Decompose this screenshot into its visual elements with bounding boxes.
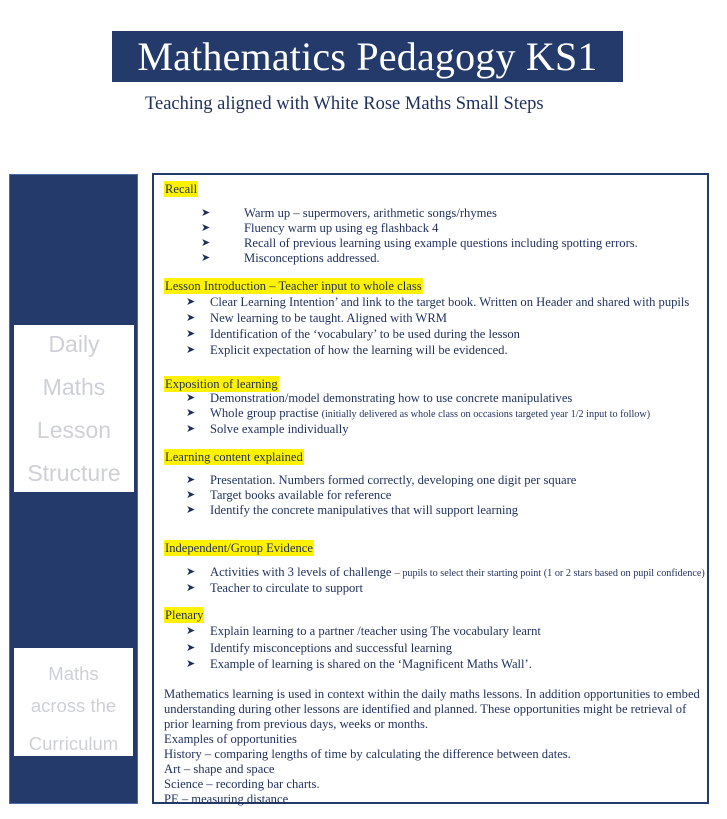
lesson-structure-panel [152, 173, 709, 804]
arrow-bullet-icon: ➤ [186, 504, 196, 516]
paragraph-line: understanding during other lessons are identified and planned. These opportunities might be retrieval of [164, 702, 687, 716]
curriculum-line: Maths [48, 663, 99, 684]
arrow-bullet-icon: ➤ [186, 296, 196, 308]
arrow-bullet-icon: ➤ [186, 407, 196, 419]
paragraph-line: History – comparing lengths of time by calculating the difference between dates. [164, 747, 571, 761]
list-item: ➤ Solve example individually [186, 422, 349, 436]
list-item: ➤ Fluency warm up using eg flashback 4 [201, 221, 439, 235]
daily-line: Lesson [36, 417, 112, 443]
daily-line: Structure [27, 460, 121, 486]
exposition-heading: Exposition of learning [165, 377, 278, 391]
arrow-bullet-icon: ➤ [186, 312, 196, 324]
paragraph-line: Art – shape and space [164, 762, 275, 776]
list-item: ➤ Whole group practise (initially delivered as whole class on occasions targeted year 1/2 input to follow) [186, 406, 651, 420]
list-item: ➤ Identify misconceptions and successful learning [186, 641, 453, 655]
page-subtitle: Teaching aligned with White Rose Maths Small Steps [145, 94, 544, 114]
curriculum-paragraph [164, 687, 699, 807]
independent-evidence-list [186, 565, 705, 596]
arrow-bullet-icon: ➤ [201, 237, 211, 249]
list-item: ➤ Activities with 3 levels of challenge – pupils to select their starting point (1 or 2 stars based on pupil confidence) [186, 565, 705, 579]
list-item: ➤ Demonstration/model demonstrating how to use concrete manipulatives [186, 391, 573, 405]
curriculum-line: across the [30, 695, 117, 716]
arrow-bullet-icon: ➤ [186, 566, 196, 578]
arrow-bullet-icon: ➤ [186, 625, 196, 637]
exposition-list [186, 391, 650, 437]
daily-line: Maths [42, 374, 106, 400]
arrow-bullet-icon: ➤ [186, 489, 196, 501]
recall-list [201, 206, 638, 266]
daily-line: Daily [48, 331, 100, 357]
arrow-bullet-icon: ➤ [201, 222, 211, 234]
recall-heading: Recall [165, 182, 198, 196]
list-item: ➤ Clear Learning Intention’ and link to the target book. Written on Header and shared with pupils [186, 295, 690, 309]
arrow-bullet-icon: ➤ [186, 328, 196, 340]
arrow-bullet-icon: ➤ [186, 658, 196, 670]
list-item: ➤ Recall of previous learning using example questions including spotting errors. [201, 236, 638, 250]
curriculum-line: Curriculum [28, 733, 119, 754]
daily-lesson-structure-label [12, 323, 136, 494]
practise-note: (initially delivered as whole class on occasions targeted year 1/2 input to follow) [321, 409, 651, 420]
challenge-note: – pupils to select their starting point (1 or 2 stars based on pupil confidence) [394, 568, 705, 579]
paragraph-line: Mathematics learning is used in context within the daily maths lessons. In addition opportunities to embed [164, 687, 700, 701]
paragraph-line: PE – measuring distance [164, 792, 289, 806]
arrow-bullet-icon: ➤ [201, 252, 211, 264]
learning-content-list [186, 473, 576, 518]
list-item: ➤ Target books available for reference [186, 488, 392, 502]
arrow-bullet-icon: ➤ [186, 423, 196, 435]
arrow-bullet-icon: ➤ [186, 642, 196, 654]
arrow-bullet-icon: ➤ [186, 392, 196, 404]
list-item: ➤ Misconceptions addressed. [201, 251, 380, 265]
list-item: ➤ New learning to be taught. Aligned with WRM [186, 311, 447, 325]
plenary-list [186, 624, 541, 672]
arrow-bullet-icon: ➤ [186, 582, 196, 594]
list-item: ➤ Warm up – supermovers, arithmetic songs/rhymes [201, 206, 497, 220]
list-item: ➤ Explicit expectation of how the learning will be evidenced. [186, 343, 508, 357]
arrow-bullet-icon: ➤ [186, 344, 196, 356]
arrow-bullet-icon: ➤ [201, 207, 211, 219]
list-item: ➤ Identify the concrete manipulatives that will support learning [186, 503, 519, 517]
lesson-introduction-heading: Lesson Introduction – Teacher input to whole class [165, 279, 422, 293]
list-item: ➤ Identification of the ‘vocabulary’ to be used during the lesson [186, 327, 520, 341]
paragraph-line: prior learning from previous days, weeks or months. [164, 717, 429, 731]
list-item: ➤ Explain learning to a partner /teacher using The vocabulary learnt [186, 624, 541, 638]
maths-across-curriculum-label [14, 648, 133, 756]
lesson-introduction-list [186, 295, 689, 358]
learning-content-heading: Learning content explained [165, 450, 303, 464]
paragraph-line: Science – recording bar charts. [164, 777, 320, 791]
paragraph-line: Examples of opportunities [164, 732, 297, 746]
list-item: ➤ Example of learning is shared on the ‘Magnificent Maths Wall’. [186, 657, 532, 671]
independent-evidence-heading: Independent/Group Evidence [165, 541, 313, 555]
page-title: Mathematics Pedagogy KS1 [112, 31, 623, 82]
plenary-heading: Plenary [165, 608, 204, 622]
list-item: ➤ Teacher to circulate to support [186, 581, 363, 595]
list-item: ➤ Presentation. Numbers formed correctly, developing one digit per square [186, 473, 577, 487]
arrow-bullet-icon: ➤ [186, 474, 196, 486]
